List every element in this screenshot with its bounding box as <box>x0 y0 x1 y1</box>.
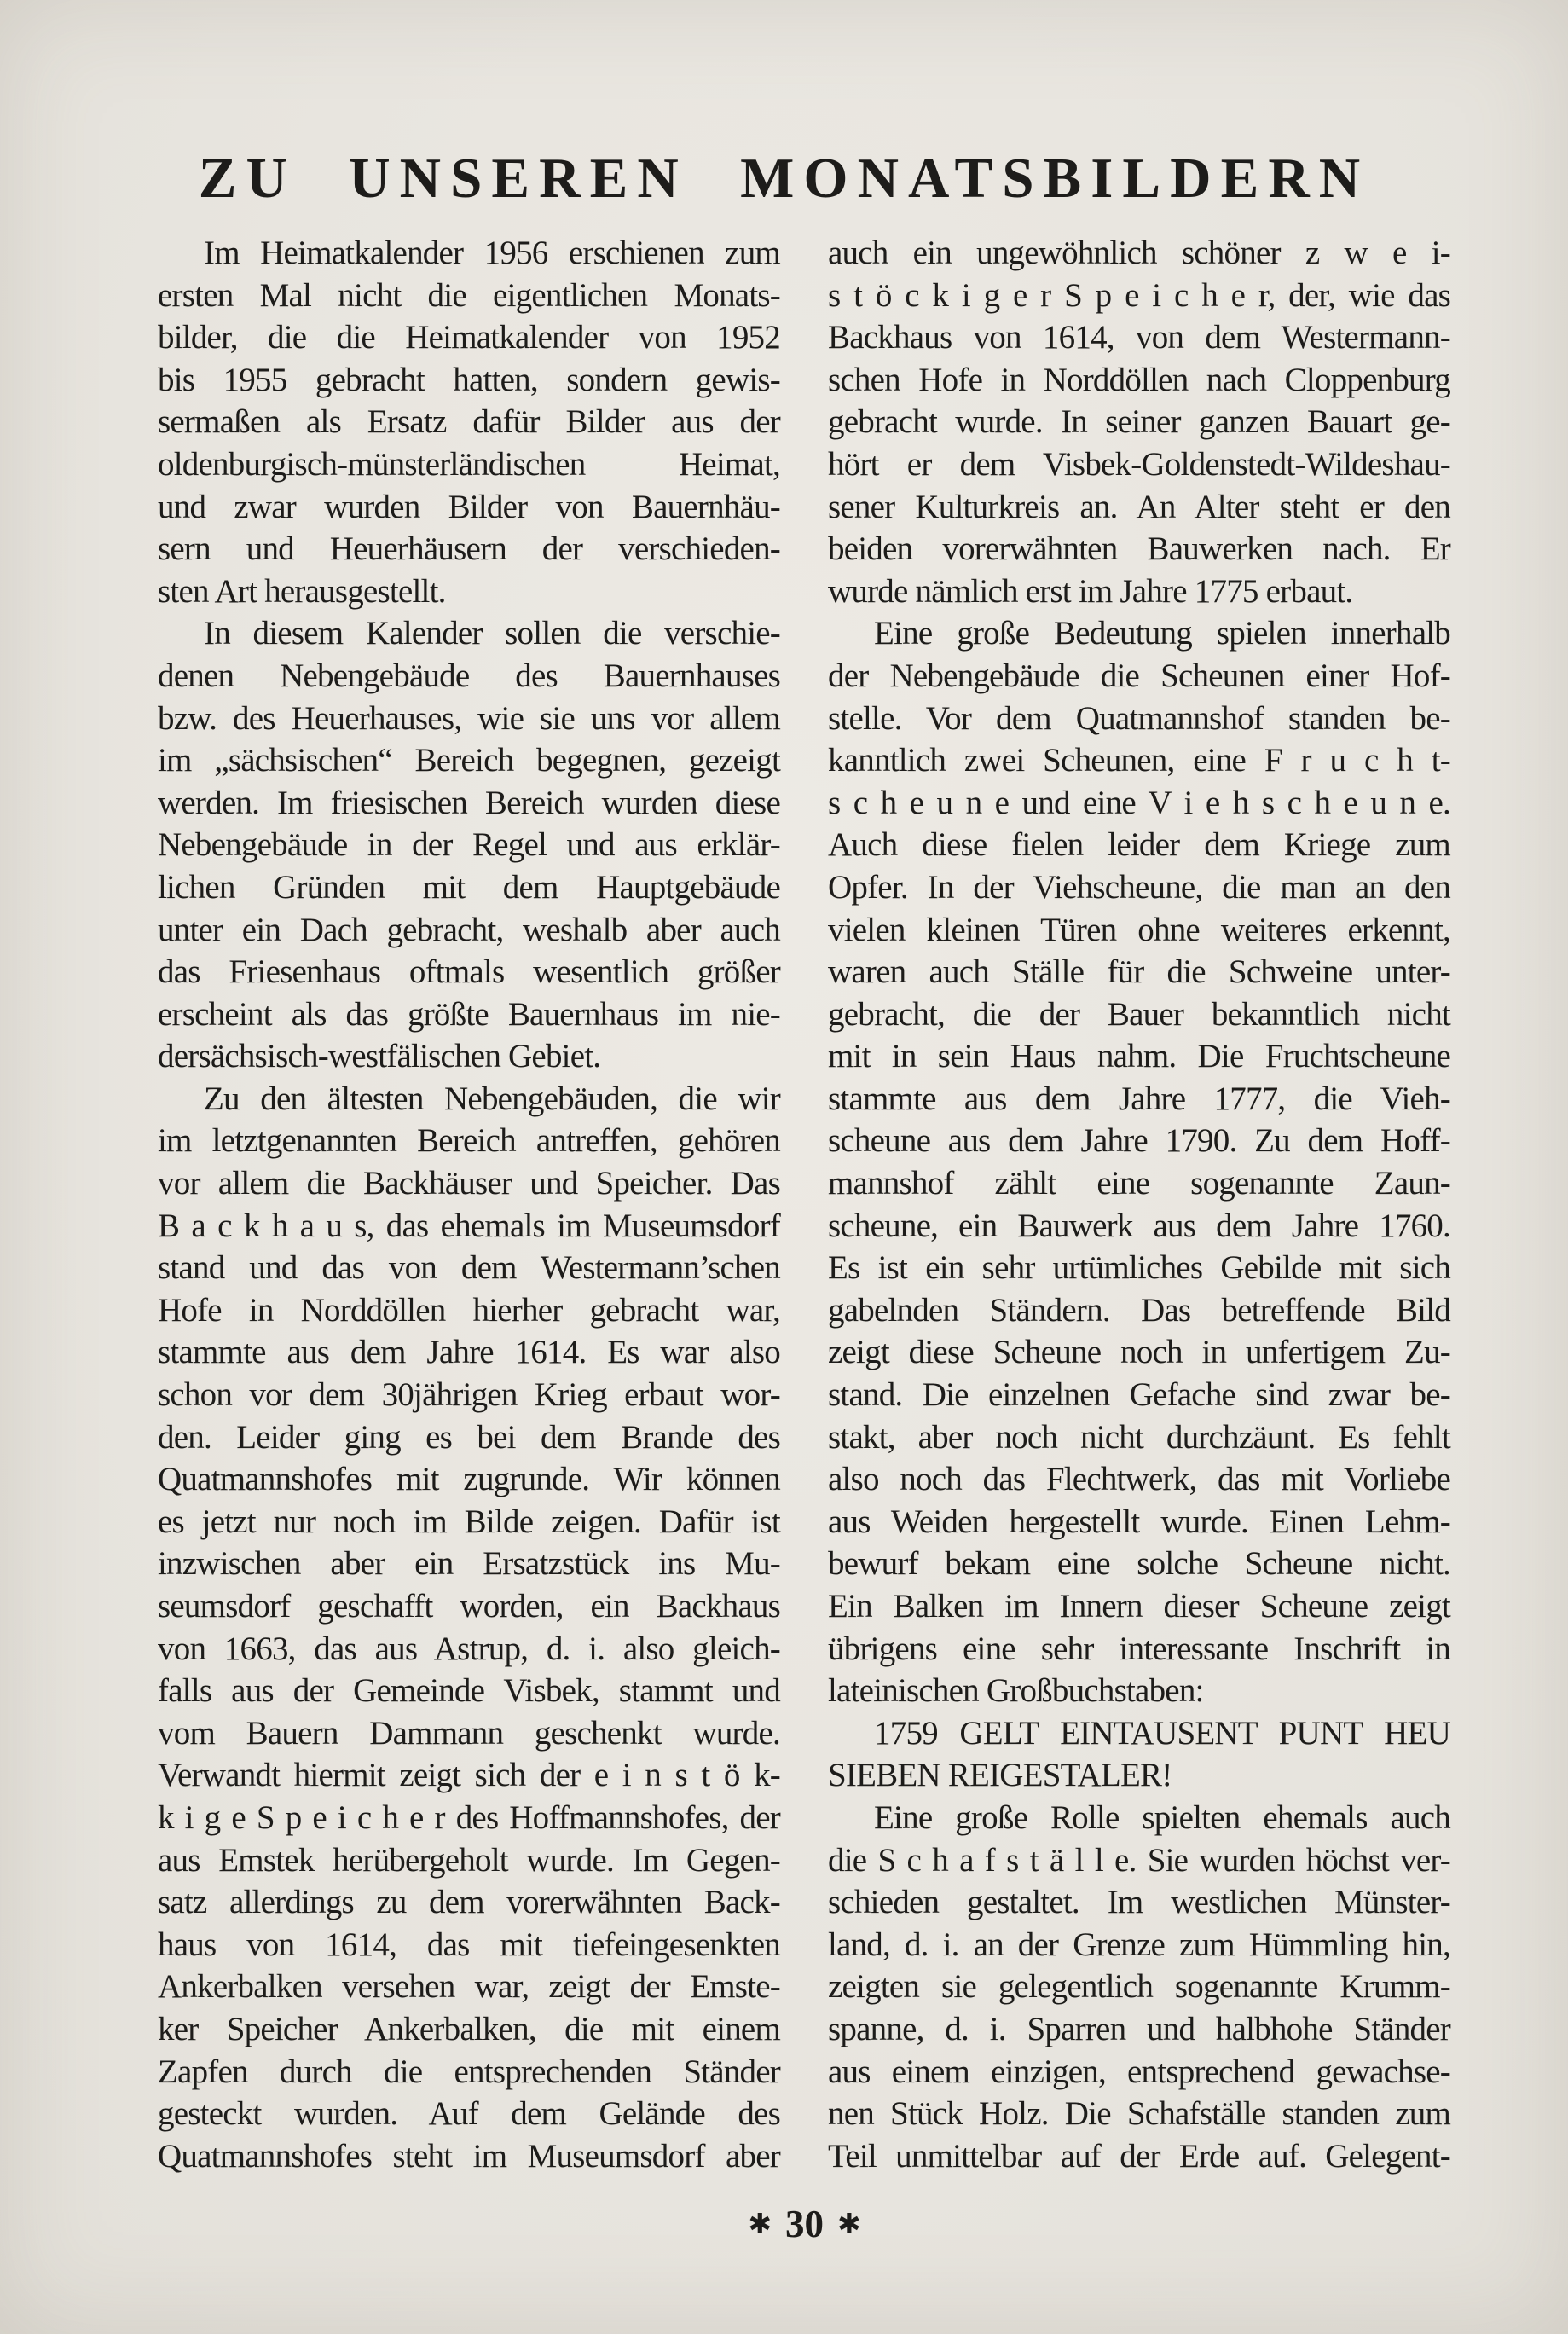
text-line: kanntlich zwei Scheunen, eine F r u c h t- <box>828 742 1450 779</box>
column-left <box>158 232 780 2177</box>
text-line: ker Speicher Ankerbalken, die mit einem <box>158 2010 780 2047</box>
paragraph <box>158 1078 780 2177</box>
text-line: s t ö c k i g e r S p e i c h e r, der, wie das <box>828 276 1450 314</box>
text-line: im „sächsischen“ Bereich begegnen, gezeigt <box>158 742 780 779</box>
text-line: bewurf bekam eine solche Scheune nicht. <box>828 1545 1450 1583</box>
text-line: Es ist ein sehr urtümliches Gebilde mit sich <box>828 1249 1450 1287</box>
paragraph <box>828 1797 1450 2177</box>
text-line: Teil unmittelbar auf der Erde auf. Gelegent- <box>828 2137 1450 2175</box>
text-line: Eine große Rolle spielten ehemals auch <box>874 1798 1450 1836</box>
text-line: stammte aus dem Jahre 1777, die Vieh- <box>828 1080 1450 1117</box>
text-line: k i g e S p e i c h e r des Hoffmannshofes, der <box>158 1798 780 1836</box>
page-title: ZU UNSEREN MONATSBILDERN <box>198 147 1370 210</box>
text-line: In diesem Kalender sollen die verschie- <box>204 615 780 652</box>
text-line: SIEBEN REIGESTALER! <box>828 1757 1172 1794</box>
paragraph <box>828 612 1450 1711</box>
text-line: unter ein Dach gebracht, weshalb aber auch <box>158 911 780 948</box>
text-line: also noch das Flechtwerk, das mit Vorliebe <box>828 1461 1450 1498</box>
text-line: zeigt diese Scheune noch in unfertigem Zu- <box>828 1334 1450 1371</box>
text-line: das Friesenhaus oftmals wesentlich größer <box>158 953 780 991</box>
page-number: 30 <box>785 2203 824 2245</box>
text-line: satz allerdings zu dem vorerwähnten Back- <box>158 1884 780 1921</box>
text-line: Nebengebäude in der Regel und aus erklär- <box>158 826 780 864</box>
text-line: sern und Heuerhäusern der verschieden- <box>158 530 780 568</box>
text-line: aus Weiden hergestellt wurde. Einen Lehm- <box>828 1503 1450 1540</box>
text-line: gesteckt wurden. Auf dem Gelände des <box>158 2095 780 2133</box>
text-line: den. Leider ging es bei dem Brande des <box>158 1418 780 1456</box>
text-line: Eine große Bedeutung spielen innerhalb <box>874 615 1450 652</box>
asterisk-ornament-right: ✱ <box>837 2207 861 2240</box>
text-line: bilder, die die Heimatkalender von 1952 <box>158 319 780 356</box>
text-line: und zwar wurden Bilder von Bauernhäu- <box>158 488 780 525</box>
text-line: sermaßen als Ersatz dafür Bilder aus der <box>158 403 780 441</box>
text-line: der Nebengebäude die Scheunen einer Hof- <box>828 657 1450 694</box>
text-line: mit in sein Haus nahm. Die Fruchtscheune <box>828 1038 1450 1075</box>
text-line: werden. Im friesischen Bereich wurden diese <box>158 784 780 821</box>
text-line: scheune aus dem Jahre 1790. Zu dem Hoff- <box>828 1122 1450 1160</box>
text-line: Verwandt hiermit zeigt sich der e i n s t ö k- <box>158 1757 780 1794</box>
text-line: aus einem einzigen, entsprechend gewachse- <box>828 2053 1450 2090</box>
text-line: gebracht, die der Bauer bekanntlich nicht <box>828 995 1450 1033</box>
text-line: stammte aus dem Jahre 1614. Es war also <box>158 1334 780 1371</box>
text-line: auch ein ungewöhnlich schöner z w e i- <box>828 235 1450 271</box>
text-line: Auch diese fielen leider dem Kriege zum <box>828 826 1450 864</box>
text-line: von 1663, das aus Astrup, d. i. also gleich- <box>158 1630 780 1667</box>
paragraph <box>158 232 780 612</box>
text-line: denen Nebengebäude des Bauernhauses <box>158 657 780 694</box>
text-line: bzw. des Heuerhauses, wie sie uns vor allem <box>158 699 780 737</box>
text-line: sener Kulturkreis an. An Alter steht er den <box>828 488 1450 525</box>
text-line: 1759 GELT EINTAUSENT PUNT HEU <box>874 1714 1450 1752</box>
text-line: vom Bauern Dammann geschenkt wurde. <box>158 1714 780 1752</box>
paragraph <box>828 232 1450 612</box>
text-line: gebracht wurde. In seiner ganzen Bauart ge- <box>828 403 1450 441</box>
column-right <box>828 232 1450 2177</box>
text-columns <box>158 232 1451 2177</box>
text-line: haus von 1614, das mit tiefeingesenkten <box>158 1926 780 1963</box>
text-line: Ankerbalken versehen war, zeigt der Emste- <box>158 1968 780 2006</box>
text-line: land, d. i. an der Grenze zum Hümmling hin, <box>828 1926 1450 1963</box>
text-line: oldenburgisch-münsterländischen Heimat, <box>158 445 780 483</box>
text-line: bis 1955 gebracht hatten, sondern gewis- <box>158 361 780 398</box>
text-line: stand und das von dem Westermann’schen <box>158 1249 780 1287</box>
text-line: scheune, ein Bauwerk aus dem Jahre 1760. <box>828 1207 1450 1244</box>
text-line: schieden gestaltet. Im westlichen Münster- <box>828 1884 1450 1921</box>
page-number-footer <box>158 2202 1451 2246</box>
text-line: Quatmannshofes steht im Museumsdorf aber <box>158 2137 780 2175</box>
text-line: spanne, d. i. Sparren und halbhohe Ständer <box>828 2010 1450 2047</box>
text-line: schon vor dem 30jährigen Krieg erbaut wor- <box>158 1376 780 1414</box>
text-line: Backhaus von 1614, von dem Westermann- <box>828 319 1450 356</box>
text-line: mannshof zählt eine sogenannte Zaun- <box>828 1165 1450 1202</box>
text-line: Zapfen durch die entsprechenden Ständer <box>158 2053 780 2090</box>
text-line: ersten Mal nicht die eigentlichen Monats- <box>158 276 780 314</box>
text-line: beiden vorerwähnten Bauwerken nach. Er <box>828 530 1450 568</box>
text-line: vor allem die Backhäuser und Speicher. Das <box>158 1165 780 1202</box>
text-line: s c h e u n e und eine V i e h s c h e u n e. <box>828 784 1450 821</box>
text-line: lateinischen Großbuchstaben: <box>828 1672 1204 1710</box>
text-line: gabelnden Ständern. Das betreffende Bild <box>828 1291 1450 1329</box>
text-line: dersächsisch-westfälischen Gebiet. <box>158 1038 601 1075</box>
text-line: Quatmannshofes mit zugrunde. Wir können <box>158 1461 780 1498</box>
text-line: seumsdorf geschafft worden, ein Backhaus <box>158 1588 780 1625</box>
text-line: nen Stück Holz. Die Schafställe standen zum <box>828 2095 1450 2133</box>
text-line: sten Art herausgestellt. <box>158 572 446 610</box>
text-line: Opfer. In der Viehscheune, die man an den <box>828 868 1450 906</box>
text-line: die S c h a f s t ä l l e. Sie wurden höchst ver- <box>828 1841 1450 1879</box>
text-line: Im Heimatkalender 1956 erschienen zum <box>204 235 780 271</box>
asterisk-ornament-left: ✱ <box>748 2207 772 2240</box>
text-line: aus Emstek herübergeholt wurde. Im Gegen- <box>158 1841 780 1879</box>
text-line: Hofe in Norddöllen hierher gebracht war, <box>158 1291 780 1329</box>
text-line: stand. Die einzelnen Gefache sind zwar be- <box>828 1376 1450 1414</box>
paragraph <box>158 612 780 1078</box>
text-line: schen Hofe in Norddöllen nach Cloppenburg <box>828 361 1450 398</box>
text-line: waren auch Ställe für die Schweine unter- <box>828 953 1450 991</box>
text-line: falls aus der Gemeinde Visbek, stammt und <box>158 1672 780 1710</box>
text-line: inzwischen aber ein Ersatzstück ins Mu- <box>158 1545 780 1583</box>
text-line: lichen Gründen mit dem Hauptgebäude <box>158 868 780 906</box>
text-line: im letztgenannten Bereich antreffen, gehören <box>158 1122 780 1160</box>
text-line: vielen kleinen Türen ohne weiteres erkennt, <box>828 911 1450 948</box>
text-line: Zu den ältesten Nebengebäuden, die wir <box>204 1080 780 1117</box>
text-line: stelle. Vor dem Quatmannshof standen be- <box>828 699 1450 737</box>
text-line: stakt, aber noch nicht durchzäunt. Es fehlt <box>828 1418 1450 1456</box>
text-line: wurde nämlich erst im Jahre 1775 erbaut. <box>828 572 1353 610</box>
text-line: übrigens eine sehr interessante Inschrift in <box>828 1630 1450 1667</box>
text-line: B a c k h a u s, das ehemals im Museumsdorf <box>158 1207 780 1244</box>
text-line: hört er dem Visbek-Goldenstedt-Wildeshau- <box>828 445 1450 483</box>
text-line: es jetzt nur noch im Bilde zeigen. Dafür ist <box>158 1503 780 1540</box>
paragraph <box>828 1712 1450 1797</box>
text-line: erscheint als das größte Bauernhaus im nie- <box>158 995 780 1033</box>
text-line: Ein Balken im Innern dieser Scheune zeigt <box>828 1588 1450 1625</box>
text-line: zeigten sie gelegentlich sogenannte Krumm- <box>828 1968 1450 2006</box>
